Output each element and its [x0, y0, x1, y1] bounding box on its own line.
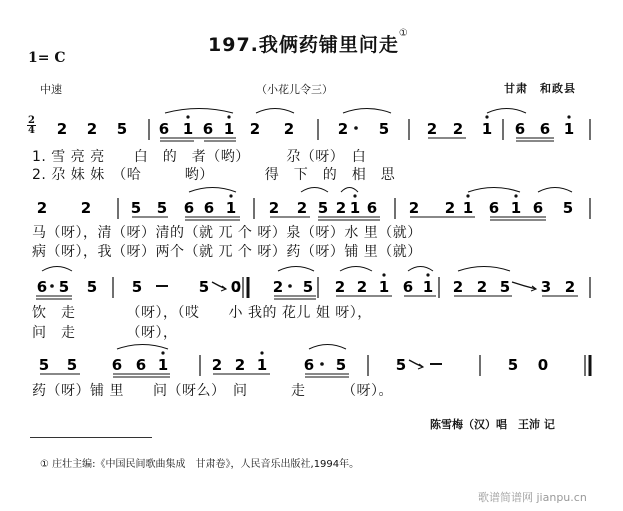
note-figure: 6 — [488, 199, 500, 217]
note-figure: 1 — [481, 120, 493, 138]
note-figure: 2 — [86, 120, 98, 138]
note-figure: 2 — [296, 199, 308, 217]
note-figure: 2 — [564, 278, 576, 296]
note-figure: 2 — [356, 278, 368, 296]
note-figure: 1 — [510, 199, 522, 217]
note-figure: 2 — [444, 199, 456, 217]
footnote-marker: ① — [398, 28, 409, 39]
slur-arc — [301, 188, 328, 193]
note-figure: 6 — [158, 120, 170, 138]
song-title: 197.我俩药铺里问走① — [208, 28, 409, 56]
note-figure: 2 — [452, 278, 464, 296]
note-figure: 5 — [66, 356, 78, 374]
octave-dot — [382, 273, 385, 276]
note-figure: 1 — [378, 278, 390, 296]
octave-dot — [485, 115, 488, 118]
note-figure: 5 — [317, 199, 329, 217]
slur-arc — [256, 109, 294, 114]
note-figure: 5 — [562, 199, 574, 217]
slur-arc — [278, 267, 314, 272]
octave-dot — [260, 351, 263, 354]
augmentation-dot — [288, 284, 292, 288]
octave-dot — [466, 194, 469, 197]
note-figure: 5 — [38, 356, 50, 374]
note-figure: 6 — [135, 356, 147, 374]
note-figure: 5 — [131, 278, 143, 296]
tempo-marking: 中速 — [40, 83, 62, 96]
note-figure: 2 — [80, 199, 92, 217]
note-figure: 2 — [334, 278, 346, 296]
note-figure: 1 — [349, 199, 361, 217]
tune-name: （小花儿令三） — [256, 83, 333, 96]
octave-dot — [567, 115, 570, 118]
slur-arc — [340, 267, 372, 272]
octave-dot — [514, 194, 517, 197]
site-watermark: 歌谱简谱网 jianpu.cn — [478, 491, 587, 504]
octave-dot — [229, 194, 232, 197]
note-figure: 2 — [249, 120, 261, 138]
note-figure: 2 — [476, 278, 488, 296]
note-figure: 2 — [283, 120, 295, 138]
slur-arc — [42, 267, 72, 272]
note-figure: 5 — [335, 356, 347, 374]
lyrics-row4: 药（呀）铺 里 问（呀么） 问 走 （呀）。 — [32, 383, 393, 399]
slur-arc — [343, 109, 391, 114]
note-figure: 2 — [234, 356, 246, 374]
note-figure: 2 — [211, 356, 223, 374]
note-figure: 5 — [378, 120, 390, 138]
note-figure: 6 — [366, 199, 378, 217]
note-figure: 2 — [272, 278, 284, 296]
credit-line: 陈雪梅（汉）唱 王沛 记 — [430, 418, 555, 431]
glide-mark — [512, 282, 536, 289]
note-figure: 5 — [58, 278, 70, 296]
octave-dot — [426, 273, 429, 276]
note-figure: 1 — [563, 120, 575, 138]
footnote-rule — [30, 437, 152, 438]
lyrics-row2-verse2: 病（呀），我（呀）两个（就 兀 个 呀）药（呀）铺 里（就） — [32, 244, 422, 260]
note-figure: 0 — [230, 278, 242, 296]
key-signature: 1= C — [28, 50, 66, 66]
octave-dot — [186, 115, 189, 118]
note-figure: 1 — [225, 199, 237, 217]
octave-dot — [227, 115, 230, 118]
note-figure: 1 — [462, 199, 474, 217]
note-figure: 5 — [156, 199, 168, 217]
note-figure: 5 — [395, 356, 407, 374]
footnote-text: ① 庄壮主编:《中国民间歌曲集成 甘肃卷》，人民音乐出版社,1994年。 — [40, 459, 360, 470]
note-figure: 1 — [182, 120, 194, 138]
slur-arc — [538, 188, 572, 193]
note-figure: 2 — [337, 120, 349, 138]
augmentation-dot — [50, 284, 54, 288]
note-figure: 6 — [203, 199, 215, 217]
note-figure: 6 — [183, 199, 195, 217]
note-figure: 5 — [86, 278, 98, 296]
note-figure: 1 — [256, 356, 268, 374]
slur-arc — [117, 345, 168, 350]
slur-arc — [309, 345, 346, 350]
lyrics-row3-verse1: 饮 走 （呀），（哎 小 我的 花儿 姐 呀）， — [32, 305, 372, 321]
note-figure: 2 — [452, 120, 464, 138]
slur-arc — [165, 109, 233, 114]
meter-top: 2 — [28, 115, 35, 126]
note-figure: 2 — [408, 199, 420, 217]
slur-arc — [408, 267, 433, 272]
note-figure: 6 — [532, 199, 544, 217]
note-figure: 5 — [130, 199, 142, 217]
augmentation-dot — [354, 126, 358, 130]
lyrics-row3-verse2: 问 走 （呀）， — [32, 325, 178, 341]
note-figure: 5 — [198, 278, 210, 296]
note-figure: 6 — [111, 356, 123, 374]
note-figure: 1 — [157, 356, 169, 374]
note-figure: 6 — [36, 278, 48, 296]
octave-dot — [161, 351, 164, 354]
note-figure: 6 — [303, 356, 315, 374]
note-figure: 2 — [335, 199, 347, 217]
region-label: 甘肃 和政县 — [504, 82, 576, 95]
note-figure: 0 — [537, 356, 549, 374]
lyrics-row1-verse2: 2. 尕 妹 妹 （哈 哟） 得 下 的 相 思 — [32, 167, 396, 183]
note-figure: 2 — [426, 120, 438, 138]
note-figure: 6 — [402, 278, 414, 296]
slur-arc — [458, 267, 510, 272]
note-figure: 6 — [539, 120, 551, 138]
octave-dot — [353, 194, 356, 197]
slur-arc — [189, 188, 236, 193]
note-figure: 3 — [540, 278, 552, 296]
note-figure: 5 — [302, 278, 314, 296]
note-figure: 2 — [268, 199, 280, 217]
augmentation-dot — [320, 362, 324, 366]
note-figure: 2 — [36, 199, 48, 217]
lyrics-row1-verse1: 1. 雪 亮 亮 白 的 者（哟） 尕（呀） 白 — [32, 149, 367, 165]
note-figure: 6 — [202, 120, 214, 138]
note-figure: 6 — [514, 120, 526, 138]
slur-arc — [468, 188, 520, 193]
note-figure: 5 — [507, 356, 519, 374]
slur-arc — [341, 188, 358, 193]
note-figure: 1 — [422, 278, 434, 296]
lyrics-row2-verse1: 马（呀），清（呀）清的（就 兀 个 呀）泉（呀）水 里（就） — [32, 225, 422, 241]
note-figure: 5 — [116, 120, 128, 138]
note-figure: 2 — [56, 120, 68, 138]
meter-bottom: 4 — [28, 125, 35, 136]
note-figure: 5 — [499, 278, 511, 296]
slur-arc — [487, 109, 526, 114]
note-figure: 1 — [223, 120, 235, 138]
